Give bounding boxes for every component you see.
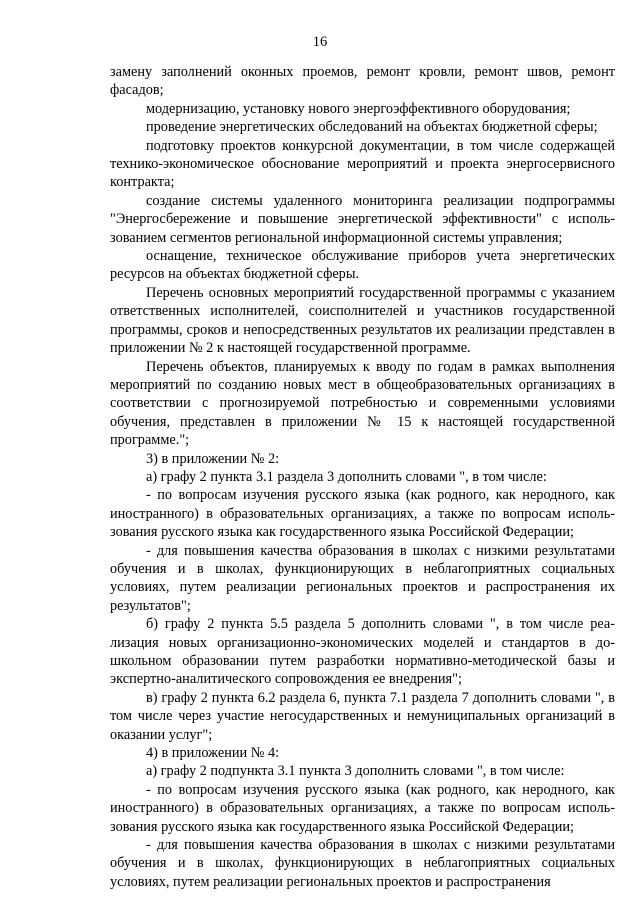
list-heading: 3) в приложении № 2: (146, 450, 280, 467)
paragraph: замену заполнений оконных проемов, ремонт кровли, ремонт швов, ремонт фасадов; (110, 64, 615, 99)
paragraph: в) графу 2 пункта 6.2 раздела 6, пункта 7.1 раздела 7 дополнить словами ", в том числе через участие негосударственных и немуниципальных организаций в оказании услуг"; (110, 689, 615, 743)
page-number: 16 (312, 34, 328, 50)
paragraph: б) графу 2 пункта 5.5 раздела 5 дополнить словами ", в том числе реализация новых организационно-экономических моделей и стандартов в дошкольном образовании путем разработки нормативно-методической базы и экспертно-аналитического сопровождения ее внедрения"; (110, 616, 615, 688)
paragraph: Перечень объектов, планируемых к вводу по годам в рамках выполнения мероприятий по созданию новых мест в общеобразовательных организациях в соответствии с прогнозируемой потребностью и современными условиями обучения, представлен в приложении № 15 к настоящей государственной программе."; (110, 358, 615, 449)
document-body (110, 63, 615, 891)
list-item: - для повышения качества образования в школах с низкими результатами обучения и в школах, функционирующих в неблагоприятных социальных условиях, путем реализации региональных проектов и распространения их результатов"; (110, 542, 615, 614)
paragraph: оснащение, техническое обслуживание приборов учета энергетических ресурсов на объектах бюджетной сферы. (110, 248, 615, 283)
paragraph: проведение энергетических обследований на объектах бюджетной сферы; (146, 119, 598, 136)
paragraph: создание системы удаленного мониторинга реализации подпрограммы "Энергосбережение и повышение энергетической эффективности" с использованием сегментов региональной информационной системы управления; (110, 192, 615, 246)
list-item: - для повышения качества образования в школах с низкими результатами обучения и в школах, функционирующих в неблагоприятных социальных условиях, путем реализации региональных проектов и распространения (110, 837, 615, 890)
paragraph: модернизацию, установку нового энергоэффективного оборудования; (146, 100, 571, 117)
list-item: - по вопросам изучения русского языка (как родного, как неродного, как иностранного) в образовательных организациях, а также по вопросам использования русского языка как государственного языка Российской Федерации; (110, 487, 615, 541)
paragraph: подготовку проектов конкурсной документации, в том числе содержащей технико-экономическое обоснование мероприятий и проекта энергосервисного контракта; (110, 137, 615, 191)
list-heading: 4) в приложении № 4: (146, 745, 280, 762)
paragraph: а) графу 2 пункта 3.1 раздела 3 дополнить словами ", в том числе: (146, 468, 547, 485)
list-item: - по вопросам изучения русского языка (как родного, как неродного, как иностранного) в образовательных организациях, а также по вопросам использования русского языка как государственного языка Российской Федерации; (110, 781, 615, 835)
paragraph: а) графу 2 подпункта 3.1 пункта 3 дополнить словами ", в том числе: (146, 763, 565, 780)
paragraph: Перечень основных мероприятий государственной программы с указанием ответственных исполнителей, соисполнителей и участников государственной программы, сроков и непосредственных результатов их реализации представлен в приложении № 2 к настоящей государственной программе. (110, 284, 615, 357)
